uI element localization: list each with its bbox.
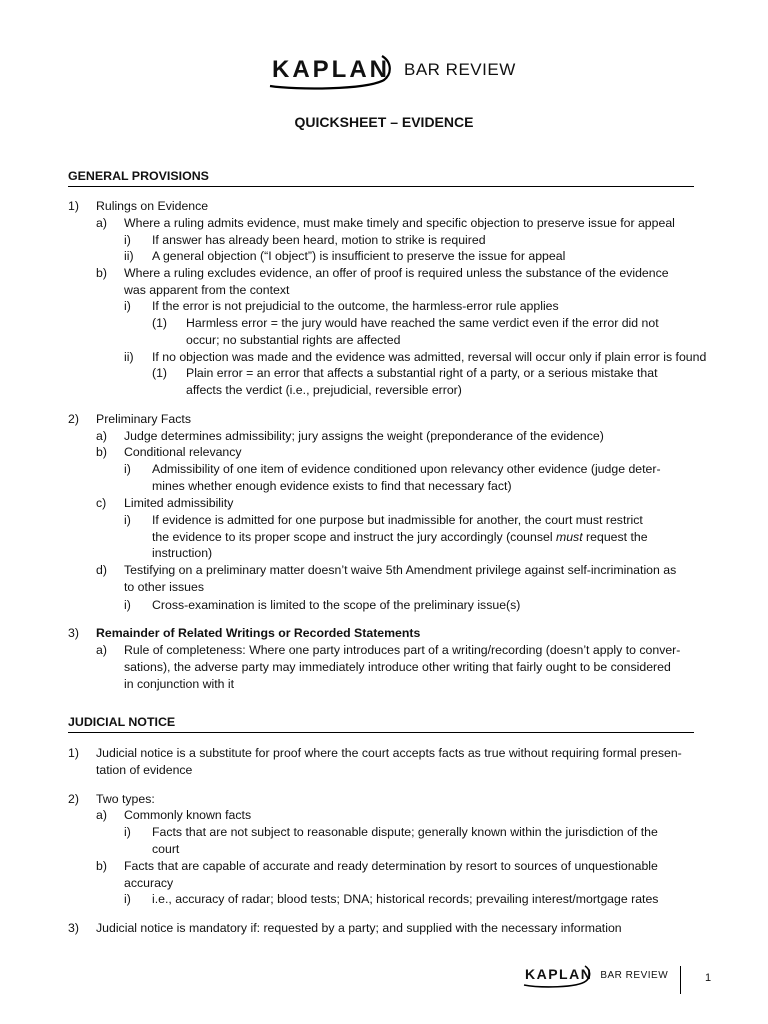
list-item-text: Where a ruling admits evidence, must make timely and specific objection to preserve issue for appeal [124,216,675,230]
list-marker: i) [124,299,131,313]
list-item-text: Limited admissibility [124,496,234,510]
list-marker: c) [96,496,107,510]
list-item-text: Judge determines admissibility; jury assigns the weight (preponderance of the evidence) [124,429,604,443]
section-heading-judicial-notice: JUDICIAL NOTICE [68,715,176,729]
list-item-text: Remainder of Related Writings or Recorded Statements [96,626,421,640]
list-item-text: Two types: [96,792,155,806]
section-divider [68,732,694,733]
list-marker: ii) [124,350,134,364]
list-marker: a) [96,429,107,443]
list-item-text: Admissibility of one item of evidence conditioned upon relevancy other evidence (judge deter- [152,462,661,476]
list-marker: 1) [68,746,79,760]
list-marker: a) [96,808,107,822]
section-heading-general-provisions: GENERAL PROVISIONS [68,169,209,183]
section-divider [68,186,694,187]
list-marker: i) [124,233,131,247]
list-item-text: Conditional relevancy [124,445,242,459]
list-marker: b) [96,445,107,459]
list-marker: 1) [68,199,79,213]
list-item-text: in conjunction with it [124,677,235,691]
kaplan-bar-review-logo [272,56,516,84]
list-marker: i) [124,892,131,906]
list-item-text: Rule of completeness: Where one party introduces part of a writing/recording (doesn’t apply to conver- [124,643,681,657]
list-item-text: Harmless error = the jury would have reached the same verdict even if the error did not [186,316,659,330]
footer-divider [680,966,681,994]
page-number: 1 [705,972,712,984]
list-marker: (1) [152,366,168,380]
list-item-text: occur; no substantial rights are affected [186,333,401,347]
text-segment: the evidence to its proper scope and instruct the jury accordingly (counsel [152,530,556,544]
footer-kaplan-logo [525,966,668,984]
list-marker: d) [96,563,107,577]
list-marker: i) [124,598,131,612]
list-marker: a) [96,216,107,230]
list-item-text: Where a ruling excludes evidence, an offer of proof is required unless the substance of the evidence [124,266,669,280]
list-marker: i) [124,825,131,839]
list-marker: 2) [68,412,79,426]
list-item-text: If the error is not prejudicial to the outcome, the harmless-error rule applies [152,299,559,313]
list-item-text: accuracy [124,876,174,890]
list-item-text: If evidence is admitted for one purpose but inadmissible for another, the court must restrict [152,513,643,527]
list-marker: b) [96,859,107,873]
list-item-text: Commonly known facts [124,808,252,822]
emphasized-text: must [555,530,583,544]
footer-logo-swoosh-icon [522,962,592,988]
list-item-text: i.e., accuracy of radar; blood tests; DNA; historical records; prevailing interest/mortgage rates [152,892,659,906]
footer-kaplan-wordmark: KAPLAN [525,966,592,984]
list-marker: (1) [152,316,168,330]
logo-swoosh-icon [266,50,394,90]
list-marker: ii) [124,249,134,263]
list-item-text: Facts that are capable of accurate and ready determination by resort to sources of unquestionable [124,859,658,873]
list-item-text: Judicial notice is mandatory if: requested by a party; and supplied with the necessary information [96,921,622,935]
footer-bar-review-text: BAR REVIEW [600,969,669,981]
list-item-text: to other issues [124,580,204,594]
list-item-text: tation of evidence [96,763,193,777]
list-item-text: If answer has already been heard, motion to strike is required [152,233,486,247]
list-marker: i) [124,462,131,476]
list-item-text [152,529,648,546]
kaplan-wordmark: KAPLAN [272,56,390,84]
page-title: QUICKSHEET – EVIDENCE [294,114,474,130]
list-marker: a) [96,643,107,657]
list-item-text: Plain error = an error that affects a substantial right of a party, or a serious mistake that [186,366,658,380]
list-item-text: sations), the adverse party may immediately introduce other writing that fairly ought to be considered [124,660,671,674]
list-item-text: mines whether enough evidence exists to find that necessary fact) [152,479,512,493]
list-marker: 3) [68,921,79,935]
list-item-text: court [152,842,180,856]
list-item-text: was apparent from the context [124,283,290,297]
list-item-text: Judicial notice is a substitute for proof where the court accepts facts as true without requiring formal presen- [96,746,682,760]
list-marker: 2) [68,792,79,806]
list-item-text: If no objection was made and the evidence was admitted, reversal will occur only if plain error is found [152,350,707,364]
logo-bar-review-text: BAR REVIEW [404,60,516,79]
list-marker: i) [124,513,131,527]
list-item-text: Cross-examination is limited to the scope of the preliminary issue(s) [152,598,521,612]
list-item-text: Testifying on a preliminary matter doesn’t waive 5th Amendment privilege against self-incrimination as [124,563,677,577]
list-item-text: A general objection (“I object”) is insufficient to preserve the issue for appeal [152,249,566,263]
list-marker: 3) [68,626,79,640]
text-segment: request the [582,530,648,544]
list-item-text: affects the verdict (i.e., prejudicial, reversible error) [186,383,462,397]
list-marker: b) [96,266,107,280]
list-item-text: Preliminary Facts [96,412,191,426]
list-item-text: Facts that are not subject to reasonable dispute; generally known within the jurisdiction of the [152,825,658,839]
list-item-text: Rulings on Evidence [96,199,209,213]
list-item-text: instruction) [152,546,213,560]
